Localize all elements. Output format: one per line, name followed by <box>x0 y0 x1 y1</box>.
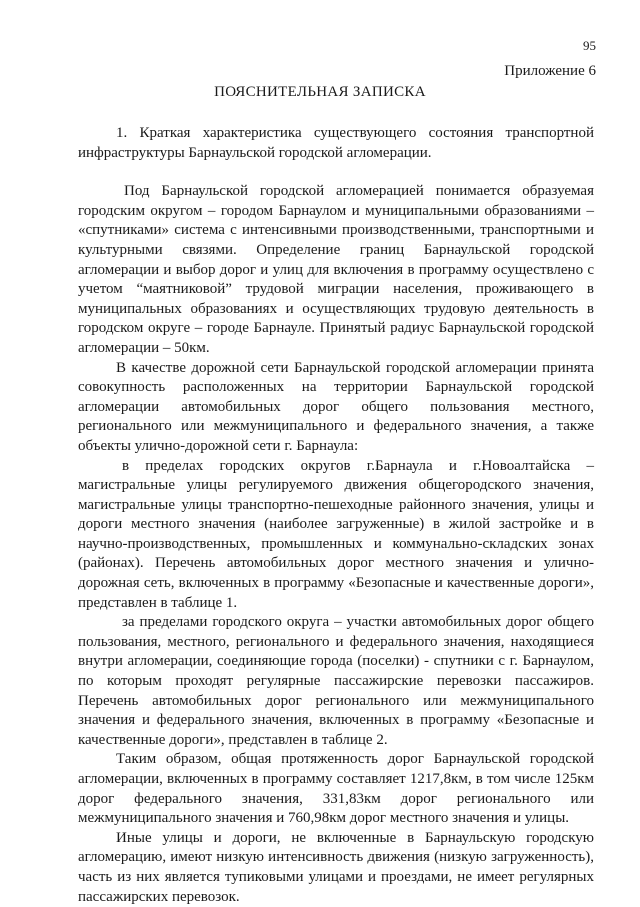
document-body <box>78 124 594 907</box>
paragraph-agglomeration-definition: Под Барнаульской городской агломерацией понимается образуемая городским округом – городом Барнаулом и муниципальными образованиями – «спутниками» система с интенсивными производственными, транспортными и культурными связями. Определение границ Барнаульской городской агломерации и выбор дорог и улиц для включения в программу осуществлено с учетом “маятниковой” трудовой миграции населения, проживающего в муниципальных образованиях и осуществляющих трудовую деятельность в городском округе – городе Барнауле. Принятый радиус Барнаульской городской агломерации – 50км. <box>78 183 594 356</box>
paragraph-city-limits: в пределах городских округов г.Барнаула и г.Новоалтайска – магистральные улицы регулируемого движения общегородского значения, магистральные улицы транспортно-пешеходные районного значения, улицы и дороги местного значения (наиболее загруженные) в жилой застройке и в научно-производственных, промышленных и коммунально-складских зонах (районах). Перечень автомобильных дорог местного значения и улично-дорожная сеть, включенных в программу «Безопасные и качественные дороги», представлен в таблице 1. <box>78 457 594 611</box>
document-title: ПОЯСНИТЕЛЬНАЯ ЗАПИСКА <box>214 84 426 100</box>
section-heading: 1. Краткая характеристика существующего состояния транспортной инфраструктуры Барнаульской городской агломерации. <box>78 125 594 161</box>
paragraph-total-length: Таким образом, общая протяженность дорог Барнаульской городской агломерации, включенных в программу составляет 1217,8км, в том числе 125км дорог федерального значения, 331,83км дорог регионального или межмуниципального значения и 760,98км дорог местного значения и улицы. <box>78 751 594 827</box>
appendix-label: Приложение 6 <box>504 63 596 79</box>
paragraph-other-roads: Иные улицы и дороги, не включенные в Барнаульскую городскую агломерацию, имеют низкую интенсивность движения (низкую загруженность), часть из них является тупиковыми улицами и проездами, не имеет регулярных пассажирских перевозок. <box>78 829 594 905</box>
page-number: 95 <box>583 38 596 53</box>
paragraph-outside-city: за пределами городского округа – участки автомобильных дорог общего пользования, местного, регионального и федерального значения, находящиеся внутри агломерации, соединяющие города (поселки) - спутники с г. Барнаулом, по которым проходят регулярные пассажирские перевозки пассажиров. Перечень автомобильных дорог регионального или межмуниципального значения и федерального значения, включенных в программу «Безопасные и качественные дороги», представлен в таблице 2. <box>78 614 594 748</box>
paragraph-road-network: В качестве дорожной сети Барнаульской городской агломерации принята совокупность расположенных на территории Барнаульской городской агломерации автомобильных дорог общего пользования местного, регионального или межмуниципального и федерального значения, а также объекты улично-дорожной сети г. Барнаула: <box>78 359 594 454</box>
